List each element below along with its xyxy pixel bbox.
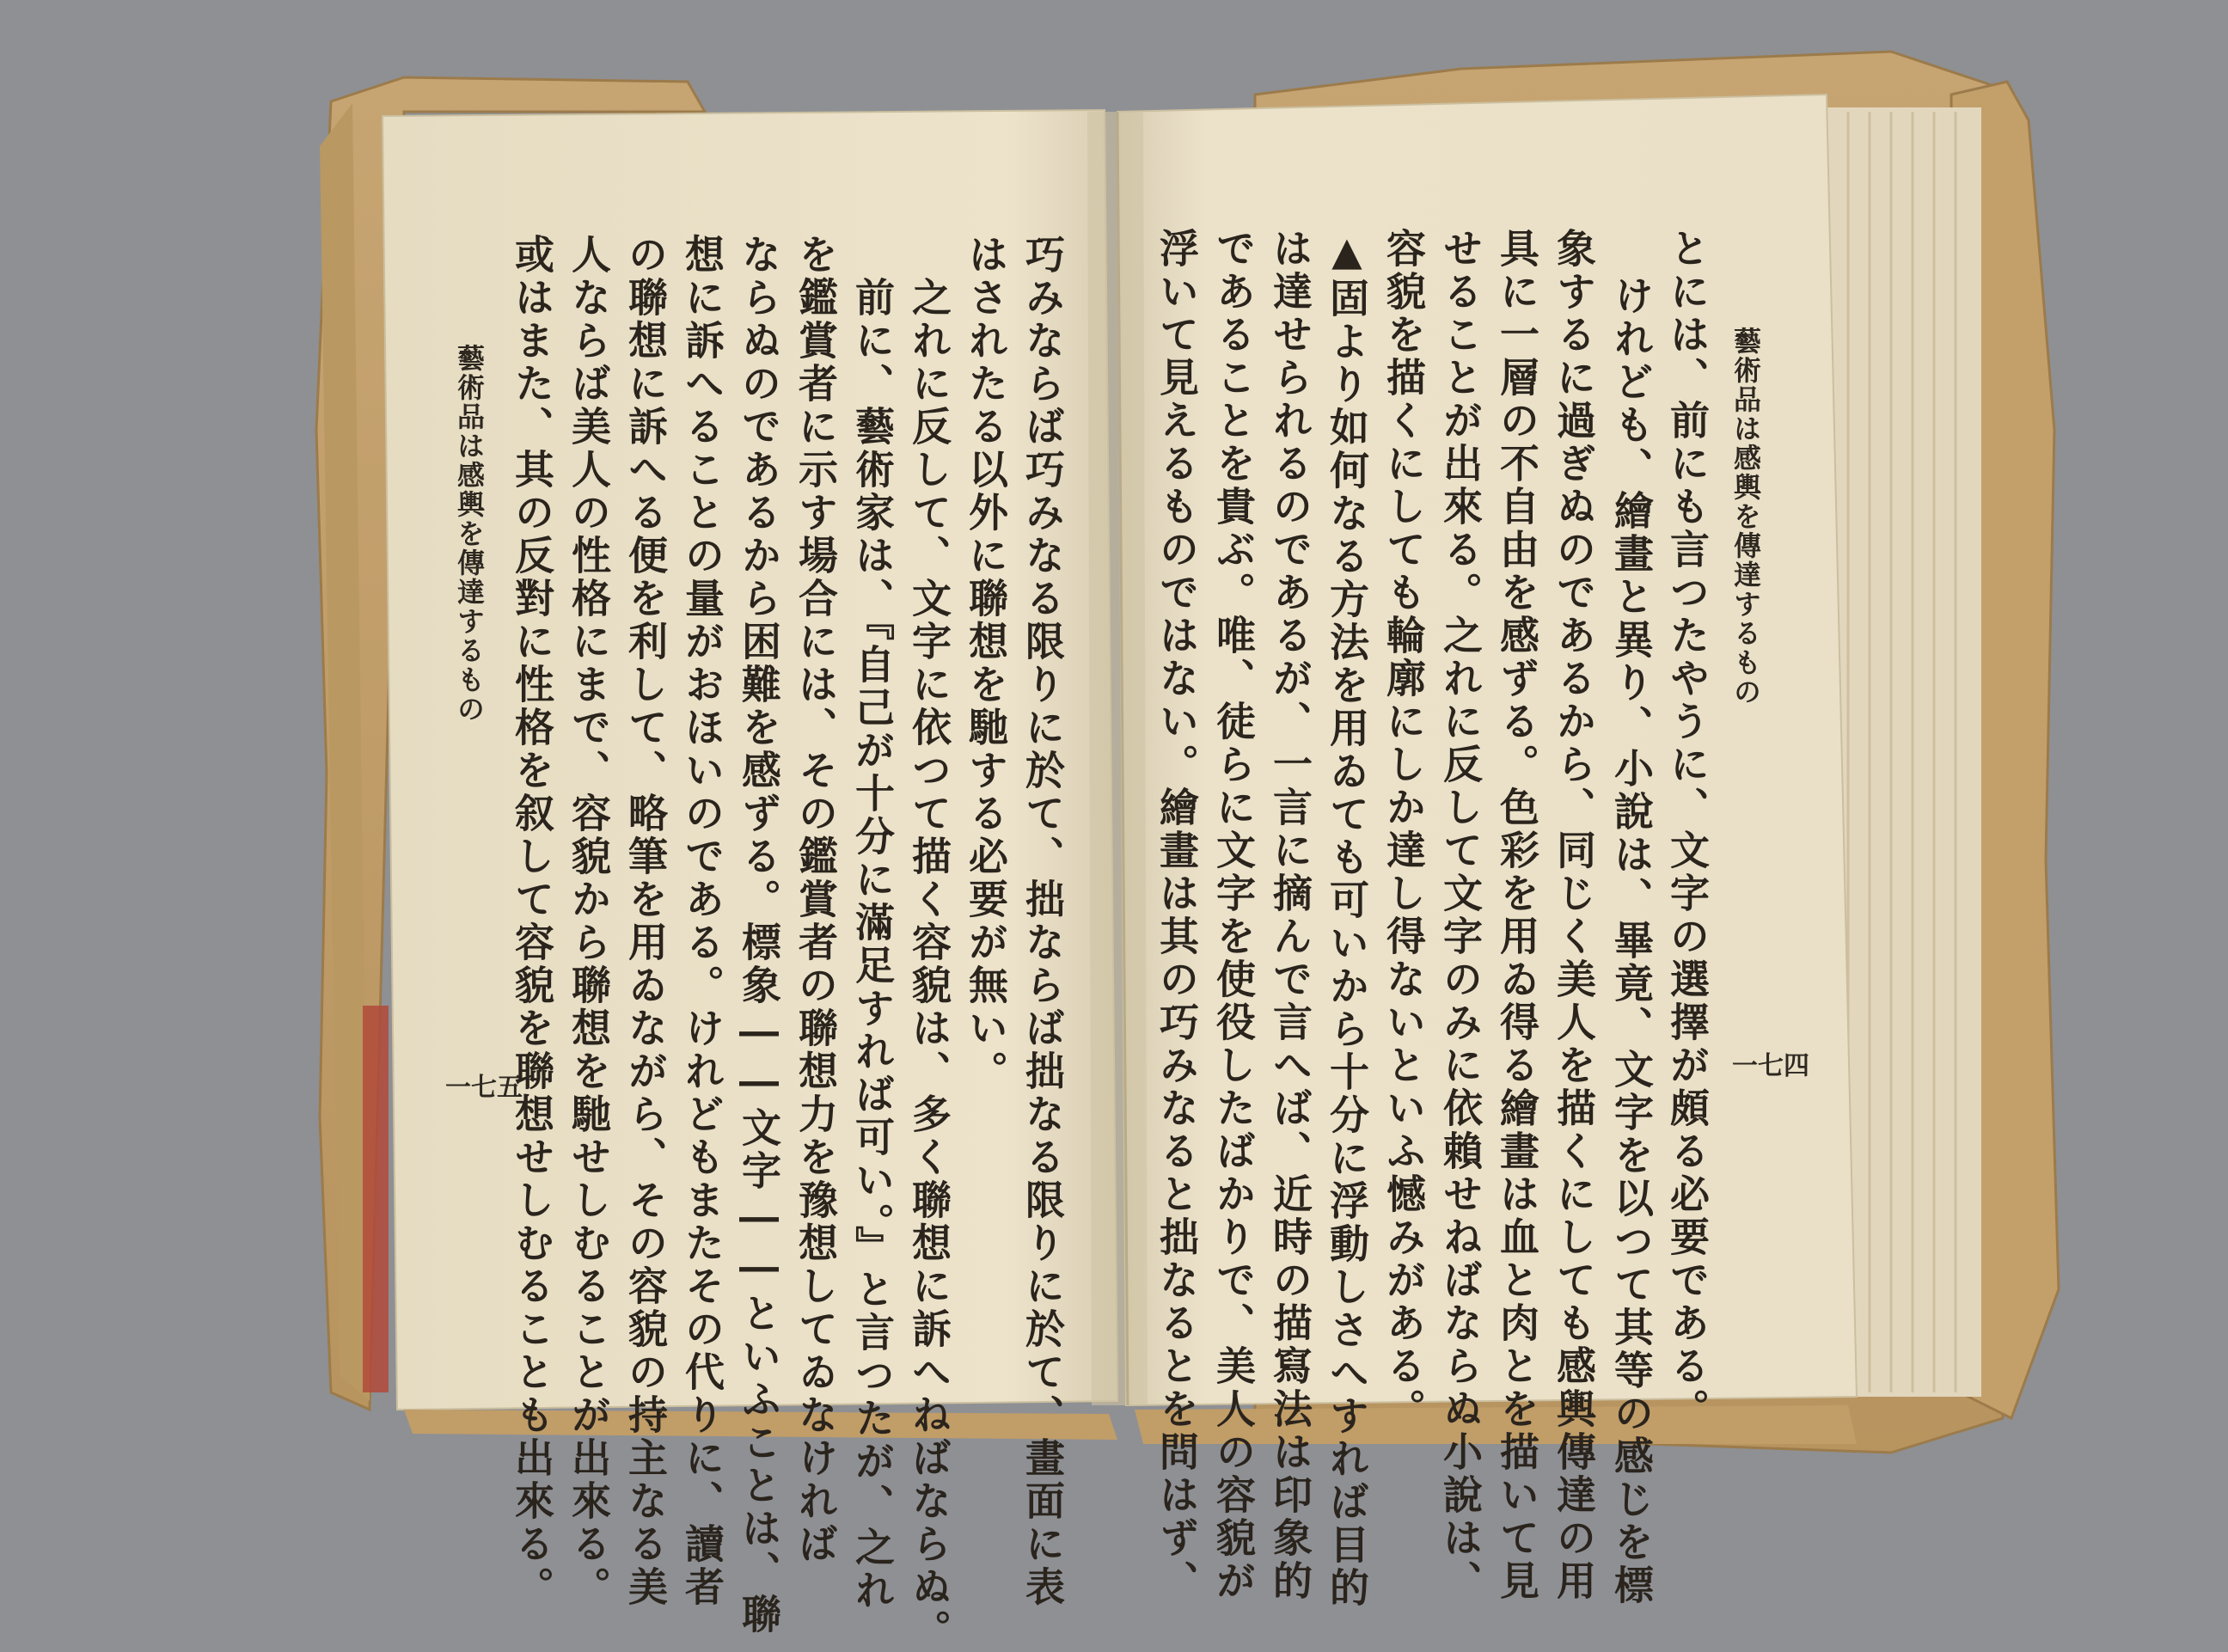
right-line-6: 容貌を描くにしても輪廓にしか達し得ないといふ憾みがある。 [1380, 228, 1427, 1431]
left-running-head: 藝術品は感輿を傳達するもの [453, 344, 486, 724]
left-line-5: を鑑賞者に示す場合には、その鑑賞者の聯想力を豫想してゐなければ [793, 234, 839, 1566]
right-line-2: けれども、繪畫と異り、小說は、畢竟、文字を以つて其等の感じを標 [1608, 275, 1655, 1607]
right-line-3: 象するに過ぎぬのであるから、同じく美人を描くにしても感輿傳達の用 [1551, 228, 1597, 1603]
right-line-4: 具に一層の不自由を感ずる。色彩を用ゐ得る繪畫は血と肉とを描いて見 [1494, 228, 1540, 1603]
left-line-4: 前に、藝術家は、『自己が十分に滿足すれば可い。』と言つたが、之れ [849, 277, 896, 1612]
left-page-number: 一七五 [445, 1073, 523, 1103]
left-line-10: 或はまた、其の反對に性格を叙して容貌を聯想せしむることも出來る。 [509, 234, 555, 1609]
right-line-9: であることを貴ぶ。唯、徒らに文字を使役したばかりで、美人の容貌が [1210, 228, 1257, 1603]
right-line-10: 浮いて見えるものではない。繪畫は其の巧みなると拙なるとを問はず、 [1154, 228, 1200, 1603]
left-line-3: 之れに反して、文字に依つて描く容貌は、多く聯想に訴へねばならぬ。 [906, 277, 952, 1652]
left-line-2: はされたる以外に聯想を馳する必要が無い。 [963, 234, 1009, 1093]
left-line-9: 人ならば美人の性格にまで、容貌から聯想を馳せしむることが出來る。 [566, 234, 612, 1609]
left-line-7: 想に訴へることの量がおほいのである。けれどもまたその代りに、讀者 [679, 234, 725, 1609]
right-page-number: 一七四 [1732, 1051, 1809, 1081]
right-line-1: とには、前にも言つたやうに、文字の選擇が頗る必要である。 [1664, 228, 1711, 1431]
right-line-5: せることが出來る。之れに反して文字のみに依賴せねばならぬ小說は、 [1437, 228, 1484, 1603]
right-line-8: は達せられるのであるが、一言に摘んで言へば、近時の描寫法は印象的 [1267, 228, 1313, 1603]
right-line-7: ▲固より如何なる方法を用ゐても可いから十分に浮動しさへすれば目的 [1324, 228, 1370, 1610]
left-line-8: の聯想に訴へる便を利して、略筆を用ゐながら、その容貌の持主なる美 [622, 234, 669, 1609]
left-line-1: 巧みならば巧みなる限りに於て、拙ならば拙なる限りに於て、畫面に表 [1019, 234, 1066, 1609]
left-line-6: ならぬのであるから困難を感ずる。標象――文字――といふことは、聯 [736, 234, 782, 1637]
right-running-head: 藝術品は感輿を傳達するもの [1729, 327, 1762, 707]
